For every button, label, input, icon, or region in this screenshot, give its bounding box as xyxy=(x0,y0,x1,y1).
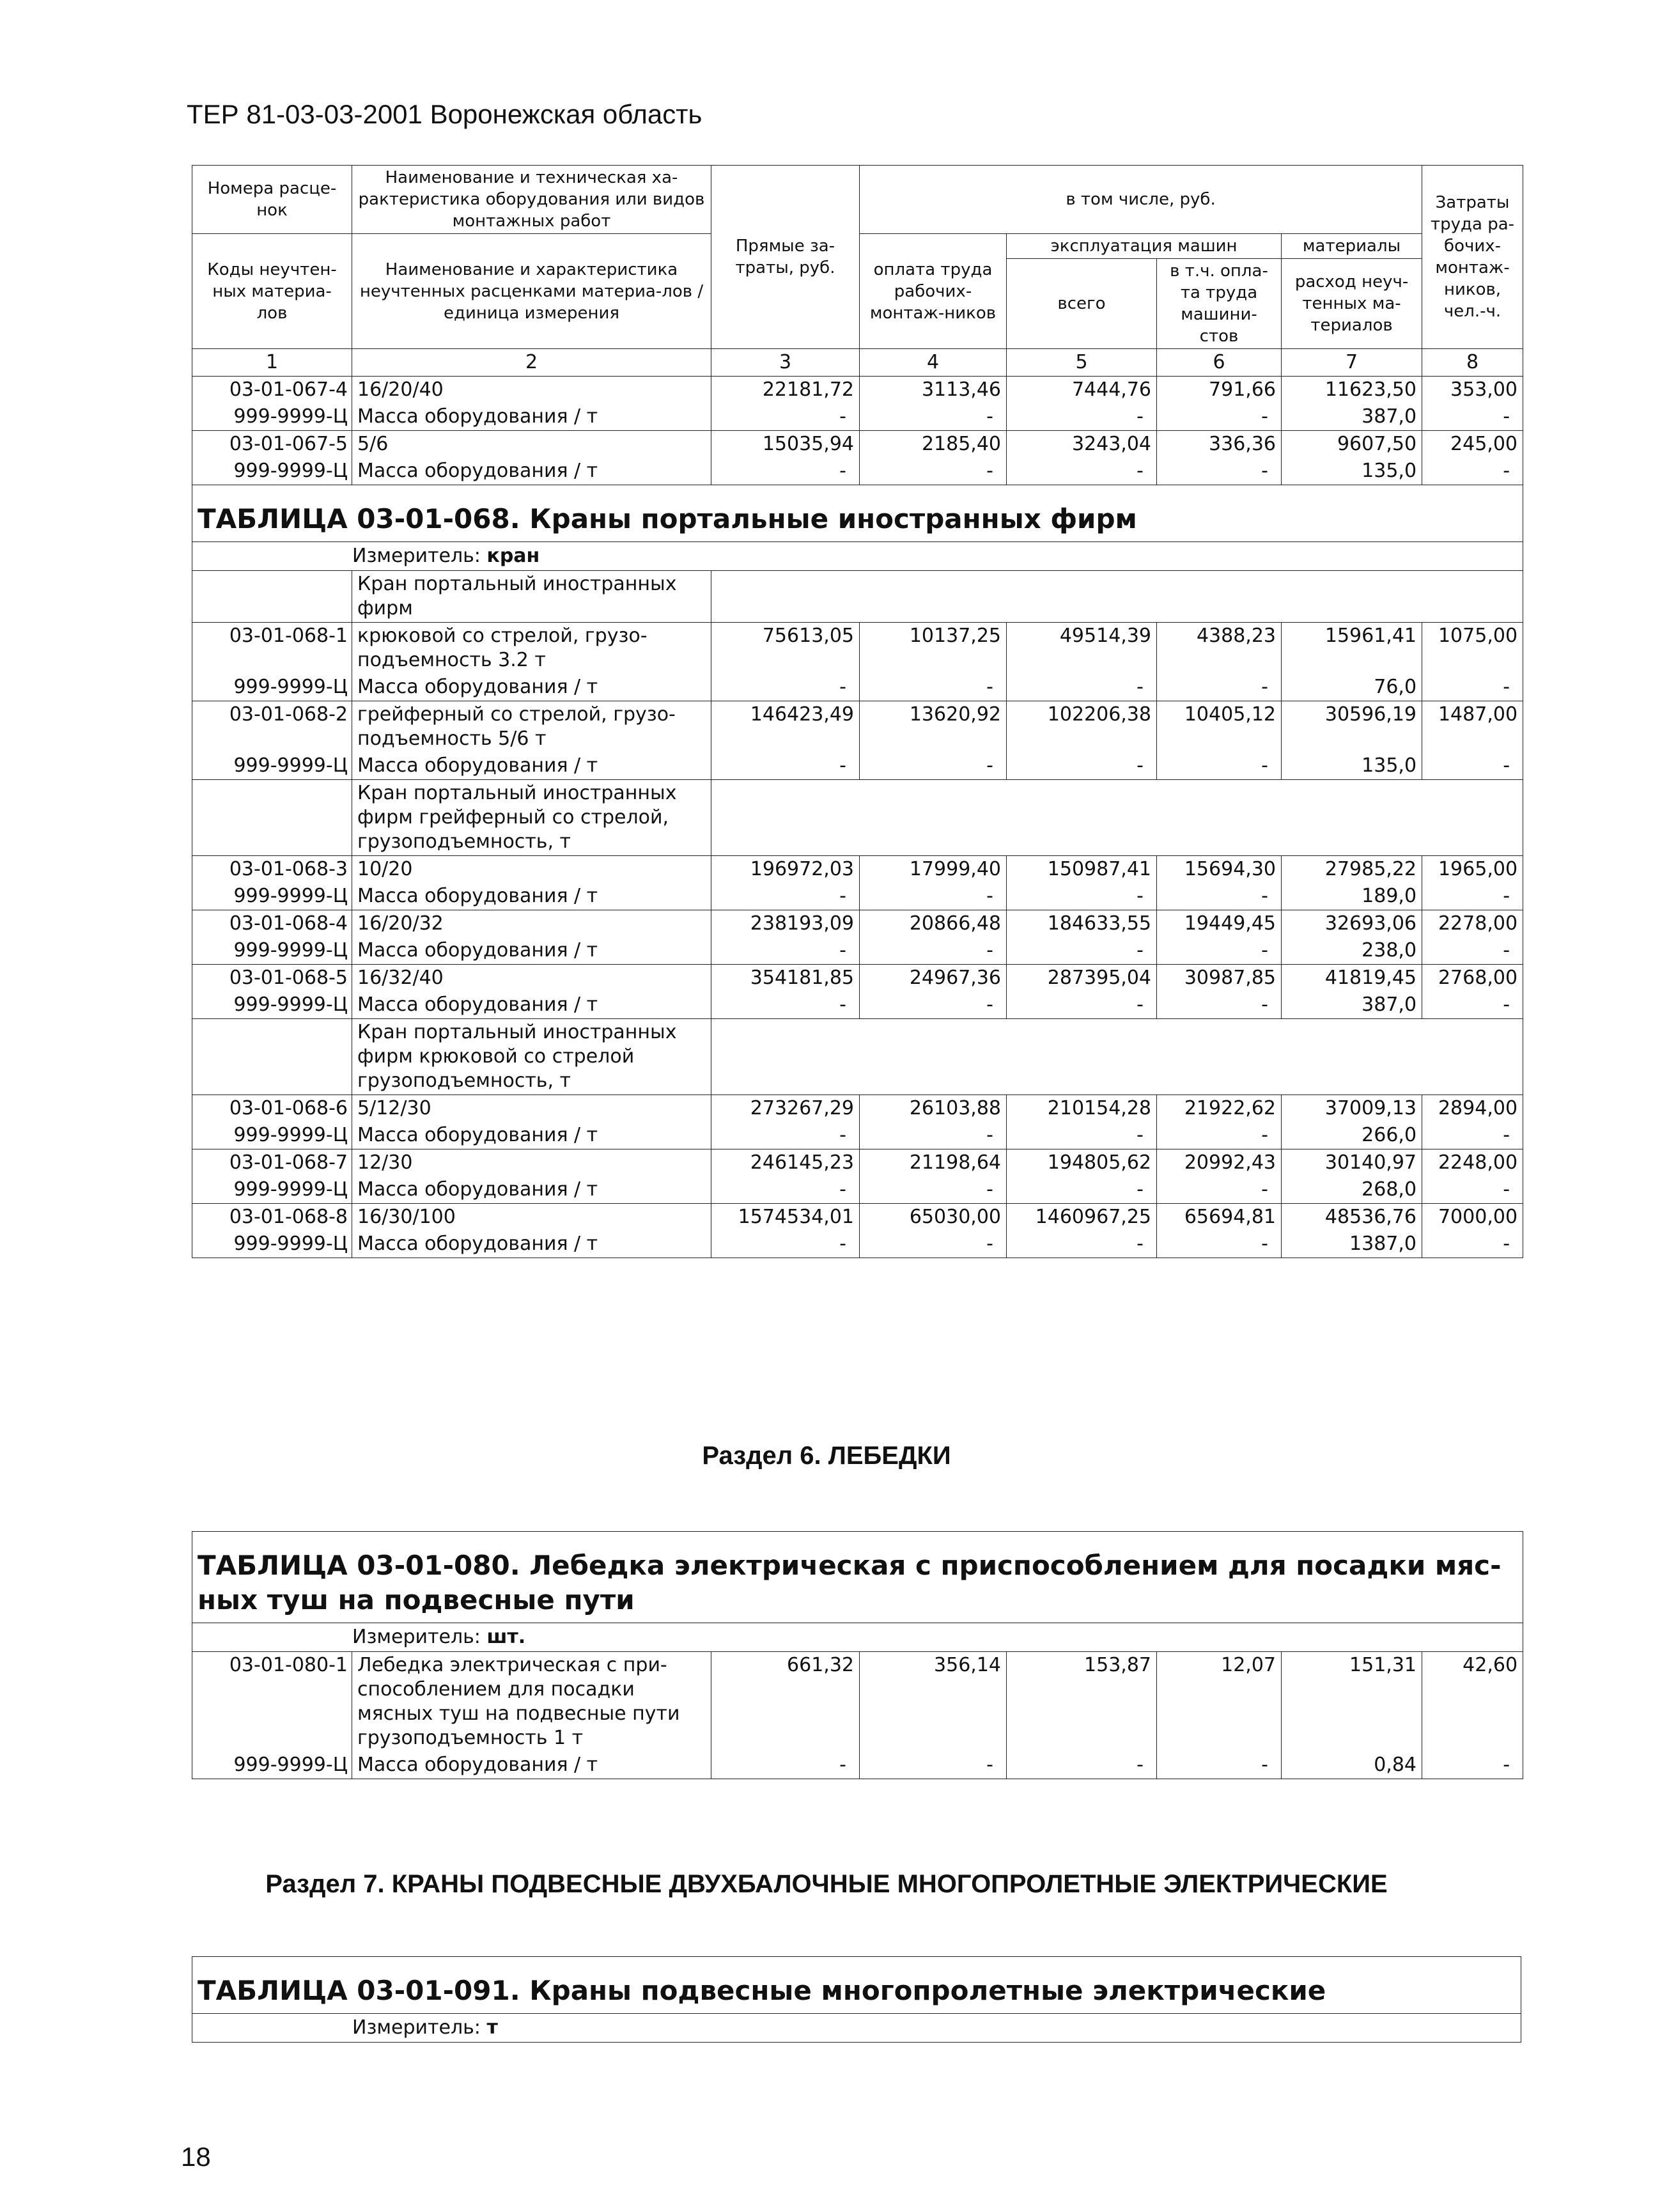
table-row xyxy=(192,1752,1523,1779)
rate-code: 03-01-068-8 xyxy=(192,1204,352,1231)
rate-value: 10137,25 xyxy=(860,623,1007,674)
table-row xyxy=(192,1122,1523,1149)
table-row xyxy=(192,1204,1523,1231)
rate-value: - xyxy=(1007,1176,1157,1204)
rate-value: 210154,28 xyxy=(1007,1095,1157,1123)
rate-value: - xyxy=(1422,937,1523,965)
rate-value: 11623,50 xyxy=(1282,377,1422,404)
rate-value: 1487,00 xyxy=(1422,701,1523,753)
rate-name: 12/30 xyxy=(352,1149,711,1177)
rate-value: - xyxy=(860,883,1007,910)
rate-code: 03-01-068-1 xyxy=(192,623,352,674)
rate-value: 135,0 xyxy=(1282,458,1422,485)
table-row xyxy=(192,1095,1523,1123)
rate-value: 22181,72 xyxy=(711,377,860,404)
table-row xyxy=(192,623,1523,674)
rate-value: - xyxy=(860,992,1007,1019)
rate-value: - xyxy=(1422,1752,1523,1779)
rate-value: - xyxy=(860,937,1007,965)
rate-code: 999-9999-Ц xyxy=(192,937,352,965)
rate-value: 238,0 xyxy=(1282,937,1422,965)
section-7-heading: Раздел 7. КРАНЫ ПОДВЕСНЫЕ ДВУХБАЛОЧНЫЕ МНОГОПРОЛЕТНЫЕ ЭЛЕКТРИЧЕСКИЕ xyxy=(265,1870,1388,1898)
rate-value: - xyxy=(711,1231,860,1258)
rate-value: - xyxy=(1157,937,1282,965)
rate-name: Масса оборудования / т xyxy=(352,403,711,431)
rate-value: - xyxy=(711,937,860,965)
column-number: 1 xyxy=(192,349,352,377)
rate-value: 42,60 xyxy=(1422,1652,1523,1752)
rate-value: 194805,62 xyxy=(1007,1149,1157,1177)
rate-value: 2185,40 xyxy=(860,431,1007,458)
rate-value: - xyxy=(1007,1231,1157,1258)
rate-name: грейферный со стрелой, грузо-подъемность 5/6 т xyxy=(352,701,711,753)
table-row xyxy=(192,377,1523,404)
rate-value: - xyxy=(1157,992,1282,1019)
rate-name: Масса оборудования / т xyxy=(352,883,711,910)
header-machines-pay: в т.ч. опла-та труда машини-стов xyxy=(1157,259,1282,349)
rate-value: 7444,76 xyxy=(1007,377,1157,404)
rate-value: 273267,29 xyxy=(711,1095,860,1123)
rate-name: Масса оборудования / т xyxy=(352,937,711,965)
rate-value: 146423,49 xyxy=(711,701,860,753)
rate-value: 15961,41 xyxy=(1282,623,1422,674)
rate-value: - xyxy=(860,674,1007,701)
rate-value: - xyxy=(1422,1176,1523,1204)
rate-name: Масса оборудования / т xyxy=(352,1752,711,1779)
rates-table xyxy=(192,165,1523,1258)
rate-value: - xyxy=(1157,1122,1282,1149)
rate-value: - xyxy=(1007,883,1157,910)
rate-value: - xyxy=(711,1122,860,1149)
table-068-meter: Измеритель: кран xyxy=(192,542,1523,571)
header-labor-cost: Затраты труда ра-бочих-монтаж-ников, чел.-ч. xyxy=(1422,166,1523,349)
rate-name: 16/30/100 xyxy=(352,1204,711,1231)
table-row xyxy=(192,431,1523,458)
rate-value: - xyxy=(1422,883,1523,910)
rate-code: 03-01-068-5 xyxy=(192,965,352,992)
header-direct-costs: Прямые за-траты, руб. xyxy=(711,166,860,349)
table-068-meter-unit: кран xyxy=(486,545,540,567)
rate-value: - xyxy=(1007,992,1157,1019)
rate-code: 03-01-080-1 xyxy=(192,1652,352,1752)
rate-value: 21198,64 xyxy=(860,1149,1007,1177)
rate-value: - xyxy=(1422,1231,1523,1258)
table-080-meter: Измеритель: шт. xyxy=(192,1623,1523,1652)
rate-value: 246145,23 xyxy=(711,1149,860,1177)
rate-value: - xyxy=(1157,752,1282,780)
header-codes-bottom: Коды неучтен-ных материа-лов xyxy=(192,234,352,349)
group-label: Кран портальный иностранных фирм крюковой со стрелой грузоподъемность, т xyxy=(352,1019,711,1095)
rate-value: 354181,85 xyxy=(711,965,860,992)
section-6-heading: Раздел 6. ЛЕБЕДКИ xyxy=(702,1442,951,1470)
rate-value: 287395,04 xyxy=(1007,965,1157,992)
table-row xyxy=(192,1176,1523,1204)
rate-value: 65030,00 xyxy=(860,1204,1007,1231)
rate-name: Масса оборудования / т xyxy=(352,992,711,1019)
rate-value: 20992,43 xyxy=(1157,1149,1282,1177)
rate-name: 16/20/32 xyxy=(352,910,711,938)
rate-value: 30596,19 xyxy=(1282,701,1422,753)
rate-value: 76,0 xyxy=(1282,674,1422,701)
rate-value: 266,0 xyxy=(1282,1122,1422,1149)
table-091-meter: Измеритель: т xyxy=(192,2014,1521,2043)
rate-value: 49514,39 xyxy=(1007,623,1157,674)
rate-value: - xyxy=(1007,674,1157,701)
rate-value: 20866,48 xyxy=(860,910,1007,938)
rate-value: 189,0 xyxy=(1282,883,1422,910)
table-row xyxy=(192,701,1523,753)
rate-value: - xyxy=(1007,1752,1157,1779)
rate-value: 387,0 xyxy=(1282,403,1422,431)
table-091-meter-unit: т xyxy=(486,2016,498,2039)
rate-value: 661,32 xyxy=(711,1652,860,1752)
table-row xyxy=(192,1652,1523,1752)
table-row xyxy=(192,910,1523,938)
rate-value: 37009,13 xyxy=(1282,1095,1422,1123)
rate-value: - xyxy=(1007,403,1157,431)
rate-value: - xyxy=(711,752,860,780)
rate-name: 5/12/30 xyxy=(352,1095,711,1123)
rate-code: 03-01-068-7 xyxy=(192,1149,352,1177)
rate-value: - xyxy=(711,883,860,910)
rate-value: - xyxy=(1157,458,1282,485)
rate-value: 10405,12 xyxy=(1157,701,1282,753)
rate-value: 336,36 xyxy=(1157,431,1282,458)
column-number: 2 xyxy=(352,349,711,377)
header-labor-pay: оплата труда рабочих-монтаж-ников xyxy=(860,234,1007,349)
rate-code: 03-01-067-4 xyxy=(192,377,352,404)
rate-value: - xyxy=(711,458,860,485)
rate-value: - xyxy=(1007,752,1157,780)
table-080 xyxy=(192,1531,1523,1779)
header-materials-unaccounted: расход неуч-тенных ма-териалов xyxy=(1282,259,1422,349)
rate-value: 3113,46 xyxy=(860,377,1007,404)
rate-value: 356,14 xyxy=(860,1652,1007,1752)
rate-value: 48536,76 xyxy=(1282,1204,1422,1231)
rate-value: 2248,00 xyxy=(1422,1149,1523,1177)
rate-code: 999-9999-Ц xyxy=(192,883,352,910)
page-header: ТЕР 81-03-03-2001 Воронежская область xyxy=(187,99,702,129)
column-number: 3 xyxy=(711,349,860,377)
rate-value: - xyxy=(1007,458,1157,485)
rate-value: - xyxy=(1422,992,1523,1019)
rate-value: - xyxy=(860,1231,1007,1258)
rate-value: - xyxy=(711,992,860,1019)
rate-name: 10/20 xyxy=(352,856,711,884)
rate-value: - xyxy=(860,1122,1007,1149)
rate-value: - xyxy=(1422,1122,1523,1149)
rate-code: 03-01-067-5 xyxy=(192,431,352,458)
rate-value: 196972,03 xyxy=(711,856,860,884)
rate-value: 75613,05 xyxy=(711,623,860,674)
rate-value: 17999,40 xyxy=(860,856,1007,884)
rate-value: - xyxy=(1157,1752,1282,1779)
table-row xyxy=(192,674,1523,701)
rate-value: 153,87 xyxy=(1007,1652,1157,1752)
rate-value: - xyxy=(860,1752,1007,1779)
table-row xyxy=(192,856,1523,884)
rate-value: 65694,81 xyxy=(1157,1204,1282,1231)
header-machines: эксплуатация машин xyxy=(1007,234,1282,259)
rate-value: - xyxy=(1422,458,1523,485)
rate-code: 999-9999-Ц xyxy=(192,752,352,780)
table-068-title: ТАБЛИЦА 03-01-068. Краны портальные иностранных фирм xyxy=(192,485,1523,542)
rate-code: 999-9999-Ц xyxy=(192,1231,352,1258)
table-row xyxy=(192,937,1523,965)
rate-value: 268,0 xyxy=(1282,1176,1422,1204)
rate-value: - xyxy=(1157,403,1282,431)
rate-value: 2278,00 xyxy=(1422,910,1523,938)
rate-value: - xyxy=(860,403,1007,431)
rate-name: Масса оборудования / т xyxy=(352,674,711,701)
rate-value: - xyxy=(1422,674,1523,701)
rate-value: - xyxy=(860,1176,1007,1204)
rate-value: 24967,36 xyxy=(860,965,1007,992)
rate-value: 151,31 xyxy=(1282,1652,1422,1752)
rate-value: 3243,04 xyxy=(1007,431,1157,458)
table-row xyxy=(192,458,1523,485)
rate-code: 999-9999-Ц xyxy=(192,1176,352,1204)
rate-code: 999-9999-Ц xyxy=(192,674,352,701)
rate-value: - xyxy=(711,1176,860,1204)
table-080-title: ТАБЛИЦА 03-01-080. Лебедка электрическая с приспособлением для посадки мяс-ных туш на подвесные пути xyxy=(192,1532,1523,1623)
rate-code: 03-01-068-2 xyxy=(192,701,352,753)
rate-name: 16/20/40 xyxy=(352,377,711,404)
rate-value: - xyxy=(1422,403,1523,431)
table-row xyxy=(192,883,1523,910)
rate-value: - xyxy=(860,458,1007,485)
column-number: 7 xyxy=(1282,349,1422,377)
rate-value: 102206,38 xyxy=(1007,701,1157,753)
rate-name: крюковой со стрелой, грузо-подъемность 3.2 т xyxy=(352,623,711,674)
rate-code: 999-9999-Ц xyxy=(192,458,352,485)
rate-value: - xyxy=(711,674,860,701)
rate-code: 999-9999-Ц xyxy=(192,1752,352,1779)
table-row xyxy=(192,752,1523,780)
rate-value: 2894,00 xyxy=(1422,1095,1523,1123)
rate-value: 1574534,01 xyxy=(711,1204,860,1231)
rate-value: - xyxy=(1007,1122,1157,1149)
rate-value: - xyxy=(1157,1176,1282,1204)
rate-value: - xyxy=(1422,752,1523,780)
table-080-meter-unit: шт. xyxy=(486,1626,526,1648)
table-row xyxy=(192,403,1523,431)
rate-value: 30140,97 xyxy=(1282,1149,1422,1177)
table-091-title: ТАБЛИЦА 03-01-091. Краны подвесные многопролетные электрические xyxy=(192,1957,1521,2014)
rate-value: 245,00 xyxy=(1422,431,1523,458)
rate-value: 184633,55 xyxy=(1007,910,1157,938)
rate-code: 999-9999-Ц xyxy=(192,1122,352,1149)
rate-name: Масса оборудования / т xyxy=(352,1122,711,1149)
rate-value: 1965,00 xyxy=(1422,856,1523,884)
rate-value: 21922,62 xyxy=(1157,1095,1282,1123)
rate-value: - xyxy=(1157,1231,1282,1258)
rate-code: 03-01-068-6 xyxy=(192,1095,352,1123)
rate-value: 0,84 xyxy=(1282,1752,1422,1779)
rate-value: 150987,41 xyxy=(1007,856,1157,884)
rate-value: 353,00 xyxy=(1422,377,1523,404)
rate-name: 16/32/40 xyxy=(352,965,711,992)
rate-value: 27985,22 xyxy=(1282,856,1422,884)
rate-value: 15035,94 xyxy=(711,431,860,458)
table-row xyxy=(192,965,1523,992)
rate-value: - xyxy=(1157,883,1282,910)
table-row xyxy=(192,1231,1523,1258)
header-machines-total: всего xyxy=(1007,259,1157,349)
rate-name: Масса оборудования / т xyxy=(352,1176,711,1204)
header-codes-top: Номера расце-нок xyxy=(192,166,352,234)
rate-value: 4388,23 xyxy=(1157,623,1282,674)
header-including: в том числе, руб. xyxy=(860,166,1422,234)
rate-value: 1387,0 xyxy=(1282,1231,1422,1258)
rate-value: 791,66 xyxy=(1157,377,1282,404)
header-name-top: Наименование и техническая ха-рактеристика оборудования или видов монтажных работ xyxy=(352,166,711,234)
rate-value: 26103,88 xyxy=(860,1095,1007,1123)
rate-name: Масса оборудования / т xyxy=(352,458,711,485)
rate-code: 03-01-068-3 xyxy=(192,856,352,884)
table-row xyxy=(192,1149,1523,1177)
column-number: 6 xyxy=(1157,349,1282,377)
rate-code: 999-9999-Ц xyxy=(192,992,352,1019)
group-label: Кран портальный иностранных фирм грейферный со стрелой, грузоподъемность, т xyxy=(352,780,711,856)
rate-value: - xyxy=(1157,674,1282,701)
rate-value: - xyxy=(711,1752,860,1779)
rate-name: 5/6 xyxy=(352,431,711,458)
rate-value: 41819,45 xyxy=(1282,965,1422,992)
rate-value: 1075,00 xyxy=(1422,623,1523,674)
rate-value: 238193,09 xyxy=(711,910,860,938)
rate-name: Лебедка электрическая с при-способлением для посадки мясных туш на подвесные пути грузоподъемность 1 т xyxy=(352,1652,711,1752)
rate-value: 2768,00 xyxy=(1422,965,1523,992)
rate-value: 7000,00 xyxy=(1422,1204,1523,1231)
rate-value: 15694,30 xyxy=(1157,856,1282,884)
column-number: 5 xyxy=(1007,349,1157,377)
rate-value: 9607,50 xyxy=(1282,431,1422,458)
header-materials: материалы xyxy=(1282,234,1422,259)
column-number: 4 xyxy=(860,349,1007,377)
rate-value: 12,07 xyxy=(1157,1652,1282,1752)
group-label: Кран портальный иностранных фирм xyxy=(352,571,711,623)
rate-value: - xyxy=(1007,937,1157,965)
rate-code: 999-9999-Ц xyxy=(192,403,352,431)
rate-value: 1460967,25 xyxy=(1007,1204,1157,1231)
rate-name: Масса оборудования / т xyxy=(352,1231,711,1258)
table-row xyxy=(192,992,1523,1019)
header-name-bottom: Наименование и характеристика неучтенных расценками материа-лов / единица измерения xyxy=(352,234,711,349)
rate-value: 32693,06 xyxy=(1282,910,1422,938)
rate-value: 387,0 xyxy=(1282,992,1422,1019)
rate-value: - xyxy=(711,403,860,431)
rate-value: 30987,85 xyxy=(1157,965,1282,992)
rate-value: 19449,45 xyxy=(1157,910,1282,938)
rate-value: 135,0 xyxy=(1282,752,1422,780)
rate-name: Масса оборудования / т xyxy=(352,752,711,780)
rate-value: 13620,92 xyxy=(860,701,1007,753)
column-number: 8 xyxy=(1422,349,1523,377)
rate-value: - xyxy=(860,752,1007,780)
page-number: 18 xyxy=(181,2142,211,2172)
table-091 xyxy=(192,1956,1521,2043)
rate-code: 03-01-068-4 xyxy=(192,910,352,938)
